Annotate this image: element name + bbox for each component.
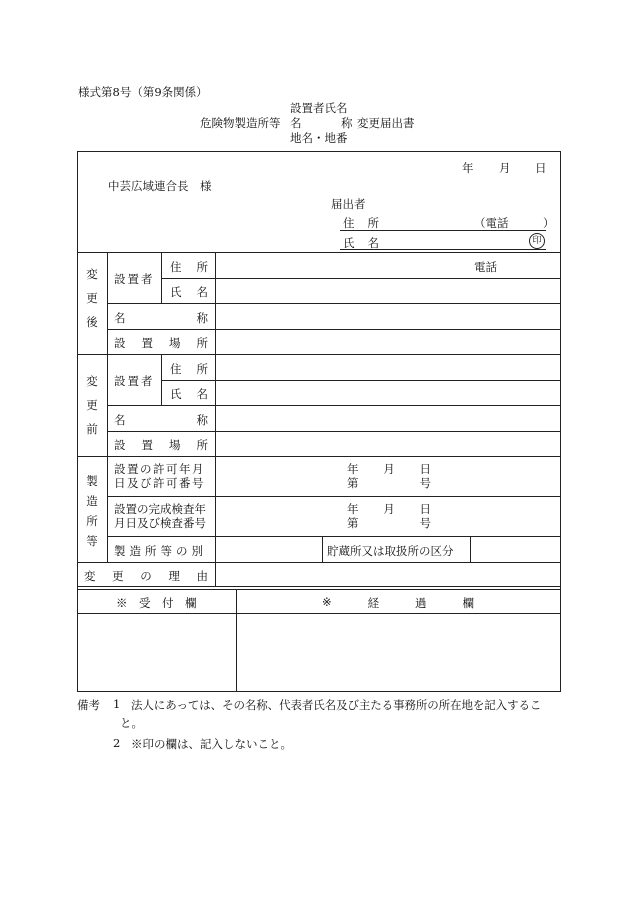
applicant-label: 届出者	[331, 197, 366, 211]
before-section-label: 変 更 前	[86, 374, 98, 436]
title-location: 地名・地番	[290, 131, 348, 145]
title-owner-name: 設置者氏名	[290, 101, 348, 115]
note-1-num: 1	[113, 697, 121, 711]
before-address-field[interactable]	[216, 355, 560, 379]
progress-box	[237, 614, 560, 691]
date-year: 年	[462, 161, 474, 175]
seal-mark: 印	[529, 233, 545, 249]
after-facility-name-field[interactable]	[216, 304, 560, 328]
before-installer-label: 設置者	[114, 374, 155, 388]
reception-box	[78, 614, 235, 691]
form-number: 様式第8号（第9条関係）	[78, 85, 208, 99]
reason-field[interactable]	[216, 563, 560, 585]
storage-category-label: 貯蔵所又は取扱所の区分	[327, 544, 454, 558]
note-1-text-cont: と。	[120, 716, 143, 730]
after-location-label: 設 置 場 所	[114, 336, 208, 350]
before-location-label: 設 置 場 所	[114, 438, 208, 452]
applicant-name-field[interactable]	[383, 233, 523, 249]
before-facility-name-field[interactable]	[216, 406, 560, 430]
after-location-field[interactable]	[216, 330, 560, 353]
date-month: 月	[499, 161, 511, 175]
storage-category-field[interactable]	[471, 537, 560, 561]
before-name-field[interactable]	[216, 381, 560, 404]
facility-section-label: 製 造 所 等	[86, 474, 98, 548]
date-day: 日	[535, 161, 547, 175]
after-phone-label: 電話	[474, 260, 497, 274]
before-address-label: 住 所	[170, 362, 208, 376]
applicant-name-label: 氏 名	[343, 236, 379, 250]
after-name-field[interactable]	[216, 279, 560, 302]
after-address-label: 住 所	[170, 260, 208, 274]
after-address-field[interactable]	[216, 253, 466, 277]
after-installer-label: 設置者	[114, 272, 155, 286]
permit-label: 設置の許可年月 日及び許可番号	[114, 462, 205, 490]
before-location-field[interactable]	[216, 432, 560, 455]
facility-type-field[interactable]	[216, 537, 321, 561]
inspection-label: 設置の完成検査年 月日及び検査番号	[114, 502, 206, 530]
inspection-date-number[interactable]: 年 月 日 第 号	[347, 502, 431, 530]
applicant-phone[interactable]: （電話 ）	[474, 216, 555, 230]
note-2-text: ※印の欄は、記入しないこと。	[131, 737, 292, 751]
note-2-num: 2	[113, 736, 121, 750]
title-prefix: 危険物製造所等	[200, 116, 281, 130]
applicant-address-label: 住 所	[343, 216, 379, 230]
reason-label: 変 更 の 理 由	[84, 569, 208, 583]
applicant-address-field[interactable]	[383, 213, 473, 229]
before-facility-name-label: 名 称	[114, 413, 208, 427]
after-section-label: 変 更 後	[86, 267, 98, 329]
title-name-1: 名	[290, 116, 302, 130]
after-name-label: 氏 名	[170, 285, 208, 299]
after-facility-name-label: 名 称	[114, 311, 208, 325]
before-name-label: 氏 名	[170, 387, 208, 401]
title-suffix: 変更届出書	[357, 116, 415, 130]
notes-heading: 備考	[77, 698, 100, 712]
form-title	[200, 100, 440, 145]
addressee: 中芸広域連合長 様	[108, 179, 212, 193]
permit-date-number[interactable]: 年 月 日 第 号	[347, 462, 431, 490]
note-1-text: 法人にあっては、その名称、代表者氏名及び主たる事務所の所在地を記入するこ	[131, 698, 542, 712]
progress-header: ※ 経 過 欄	[322, 595, 474, 610]
title-name-2: 称	[341, 116, 353, 130]
facility-type-label: 製造所等の別	[114, 544, 207, 558]
reception-header: ※ 受 付 欄	[116, 596, 197, 610]
